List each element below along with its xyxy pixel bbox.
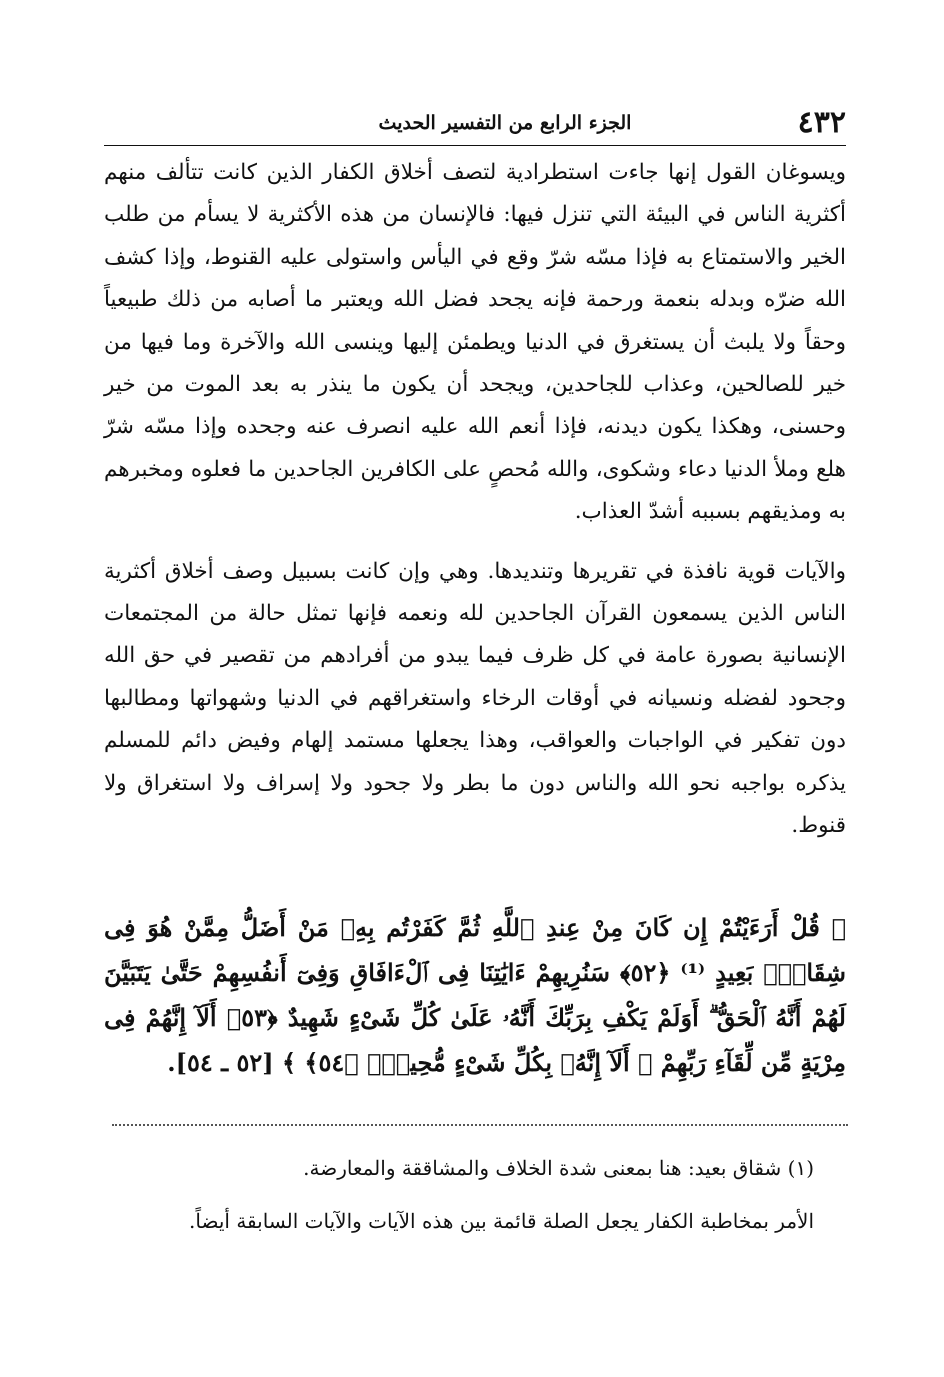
header-divider <box>104 145 846 146</box>
main-text <box>104 152 846 848</box>
page-header <box>104 104 846 144</box>
quran-verse: ﴿ قُلْ أَرَءَيْتُمْ إِن كَانَ مِنْ عِندِ ٱللَّهِ ثُمَّ كَفَرْتُم بِهِۦ مَنْ أَضَلُّ مِمَّنْ هُوَ فِى شِقَاقٍۭ بَعِيدٍ ⁽¹⁾ ﴿٥٢﴾ سَنُرِيهِمْ ءَايَٰتِنَا فِى ٱلْءَافَاقِ وَفِىٓ أَنفُسِهِمْ حَتَّىٰ يَتَبَيَّنَ لَهُمْ أَنَّهُ ٱلْحَقُّ ۗ أَوَلَمْ يَكْفِ بِرَبِّكَ أَنَّهُۥ عَلَىٰ كُلِّ شَىْءٍ شَهِيدٌ ﴿٥٣﴾ أَلَآ إِنَّهُمْ فِى مِرْيَةٍ مِّن لِّقَآءِ رَبِّهِمْ ۗ أَلَآ إِنَّهُۥ بِكُلِّ شَىْءٍ مُّحِيطٌۢ ﴿٥٤﴾ ﴾ [٥٢ ـ ٥٤]. <box>104 913 846 1077</box>
running-title: الجزء الرابع من التفسير الحديث <box>378 112 632 134</box>
footnote-separator <box>112 1124 848 1126</box>
footnote: (١) شقاق بعيد: هنا بمعنى شدة الخلاف والمشاققة والمعارضة. <box>303 1156 814 1180</box>
paragraph: والآيات قوية نافذة في تقريرها وتنديدها. وهي وإن كانت بسبيل وصف أخلاق أكثرية الناس الذين يسمعون القرآن الجاحدين لله ونعمه فإنها تمثل حالة من المجتمعات الإنسانية بصورة عامة في كل ظرف فيما يبدو من أفرادهم من تقصير في حق الله وجحود لفضله ونسيانه في أوقات الرخاء واستغراقهم في الدنيا وشهواتها ومطالبها دون تفكير في الواجبات والعواقب، وهذا يجعلها مستمد إلهام وفيض دائم للمسلم يذكره بواجبه نحو الله والناس دون ما بطر ولا جحود ولا إسراف ولا استغراق ولا قنوط. <box>104 558 846 839</box>
page-number: ٤٣٢ <box>797 105 846 140</box>
footnote-continuation: الأمر بمخاطبة الكفار يجعل الصلة قائمة بين هذه الآيات والآيات السابقة أيضاً. <box>189 1209 814 1233</box>
paragraph: ويسوغان القول إنها جاءت استطرادية لتصف أخلاق الكفار الذين كانت تتألف منهم أكثرية الناس في البيئة التي تنزل فيها: فالإنسان من هذه الأكثرية لا يسأم من طلب الخير والاستمتاع به فإذا مسّه شرّ وقع في اليأس واستولى عليه القنوط، وإذا كشف الله ضرّه وبدله بنعمة ورحمة فإنه يجحد فضل الله ويعتبر ما أصابه من ذلك طبيعياً وحقاً ولا يلبث أن يستغرق في الدنيا ويطمئن إليها وينسى الله والآخرة وما فيها من خير للصالحين، وعذاب للجاحدين، ويجحد أن يكون ما ينذر به بعد الموت من خير وحسنى، وهكذا يكون ديدنه، فإذا أنعم الله عليه انصرف عنه وجحده وإذا مسّه شرّ هلع وملأ الدنيا دعاء وشكوى، والله مُحصٍ على الكافرين الجاحدين ما فعلوه ومخبرهم به ومذيقهم بسببه أشدّ العذاب. <box>104 160 846 525</box>
